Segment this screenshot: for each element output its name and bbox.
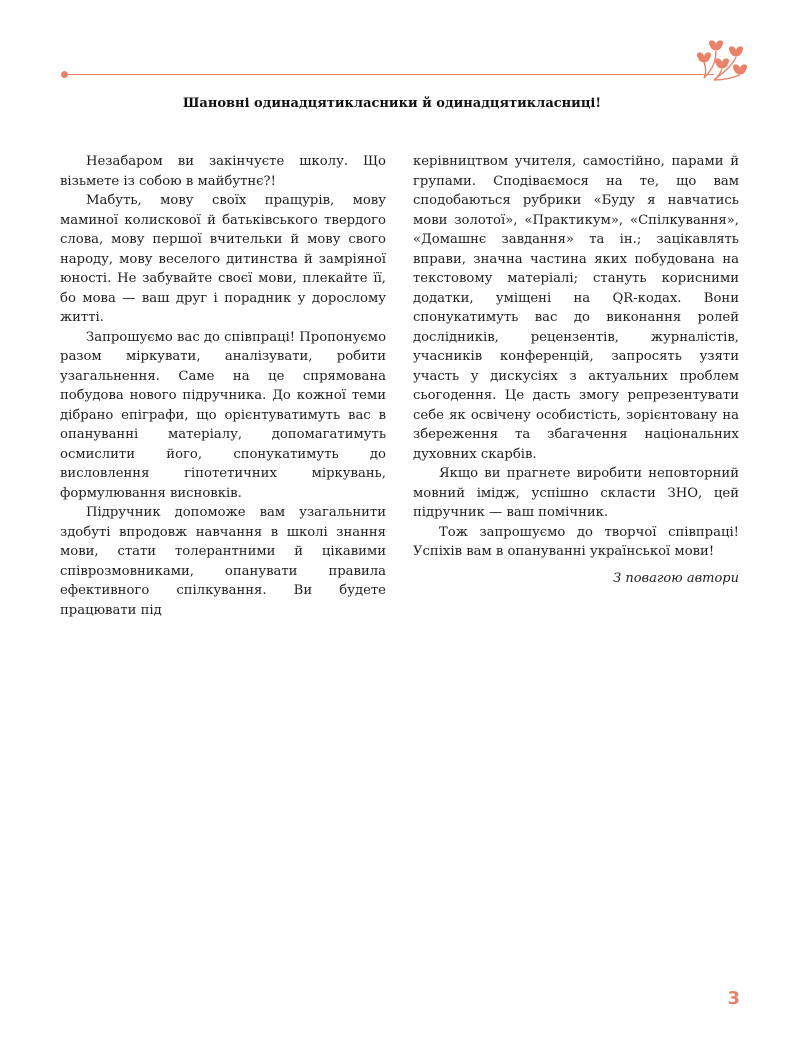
paragraph-continuation: керівництвом учителя, самостійно, парами й групами. Сподіваємося на те, що вам сподобаються рубрики «Буду я навчатись мови золотої», «Практикум», «Спілкування», «Домашнє завдання» та ін.; зацікавлять вправи, значна частина яких побудована на текстовому матеріалі; стануть корисними додатки, уміщені на QR-кодах. Вони спонукатимуть вас до виконання ролей дослідників, рецензентів, журналістів, учасників конференцій, запросять узяти участь у дискусіях з актуальних проблем сьогодення. Це дасть змогу репрезентувати себе як освічену особистість, зорієнтовану на збереження та збагачення національних духовних скарбів. bbox=[413, 154, 739, 462]
greeting-heading: Шановні одинадцятикласники й одинадцятикласниці! bbox=[182, 96, 602, 111]
text-column-left bbox=[60, 152, 386, 620]
page-number: 3 bbox=[727, 988, 740, 1009]
paragraph: Якщо ви прагнете виробити неповторний мовний імідж, успішно скласти ЗНО, цей підручник — ваш помічник. bbox=[413, 466, 739, 520]
signature: З повагою автори bbox=[613, 570, 739, 586]
paragraph: Мабуть, мову своїх пращурів, мову маминої колискової й батьківського твердого слова, мову першої вчительки й мову свого народу, мову веселого дитинства й замріяної юності. Не забувайте своєї мови, плекайте її, бо мова — ваш друг і порадник у дорослому житті. bbox=[60, 193, 386, 325]
text-column-right bbox=[413, 152, 739, 588]
header-rule bbox=[64, 74, 714, 75]
tulip-flowers-icon bbox=[690, 36, 754, 84]
paragraph: Незабаром ви закінчуєте школу. Що візьмете із собою в майбутнє?! bbox=[60, 154, 386, 189]
paragraph: Запрошуємо вас до співпраці! Пропонуємо разом міркувати, аналізувати, робити узагальнення. Саме на це спрямована побудова нового підручника. До кожної теми дібрано епіграфи, що орієнтуватимуть вас в опануванні матеріалу, допомагатимуть осмислити його, спонукатимуть до висловлення гіпотетичних міркувань, формулювання висновків. bbox=[60, 329, 387, 501]
paragraph: Тож запрошуємо до творчої співпраці! Успіхів вам в опануванні української мови! bbox=[413, 524, 739, 559]
paragraph: Підручник допоможе вам узагальнити здобуті впродовж навчання в школі знання мови, стати толерантними й цікавими співрозмовниками, опанувати правила ефективного спілкування. Ви будете працювати під bbox=[60, 505, 386, 618]
